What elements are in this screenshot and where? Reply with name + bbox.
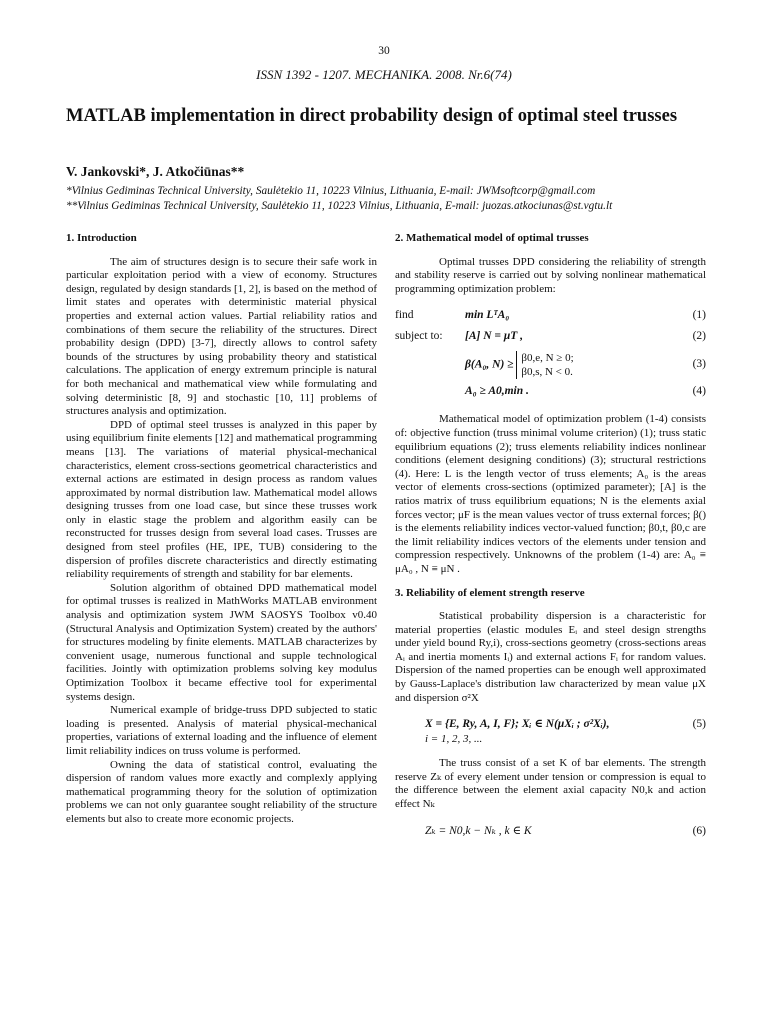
equation-expression: [A] N = μT , (465, 330, 523, 343)
paragraph: The aim of structures design is to secure their safe work in particular exploitation period with a view of economy. Structures design, regulated by design standards [1, 2], is based on the method of limit states and operates with deterministic material physical properties and external action values. Partial reliability ratios and combinations of them secure the reliability of the structures. Direct probability design (DPD) [3-7], directly allows to control safety bounds of the structures by using probability theory and statistical calculations. The application of energy extremum principle is natural for both mechanical and mathematical view while formulating and solving deterministic [8, 9] and stochastic [10, 11] problems of structures analysis and optimization. (66, 255, 377, 418)
section-3-heading: 3. Reliability of element strength reserve (395, 586, 585, 599)
equation-5 (395, 715, 706, 747)
equation-4 (395, 382, 706, 403)
equation-expression: Zₖ = N0,k − Nₖ , k ∈ K (425, 824, 532, 837)
paper-title: MATLAB implementation in direct probability design of optimal steel trusses (66, 106, 678, 126)
affiliation-2: **Vilnius Gediminas Technical University, Saulėtekio 11, 10223 Vilnius, Lithuania, E-mail: juozas.atkociunas@st.vgtu.lt (66, 200, 613, 212)
paragraph: Mathematical model of optimization problem (1-4) consists of: objective function (truss minimal volume criterion) (1); truss static equilibrium equations (2); truss elements reliability indices nonlinear conditions (element designing conditions) (3); structural restrictions (4). Here: L is the length vector of truss elements; A₀ is the areas vector of elements cross-sections (optimized parameter); [A] is the ratios matrix of truss equilibrium equations; N is the elements axial forces vector; μF is the mean values vector of truss external forces; β() is the elements reliability indices vector-valued function; β0,t, β0,c are the limit reliability indices vectors of the elements under tension and compression respectively. Unknowns of the problem (1-4) are: A₀ ≡ μA₀ , N ≡ μN . (395, 413, 706, 575)
equation-case: β0,s, N < 0. (521, 366, 573, 379)
equation-2 (395, 327, 706, 348)
paragraph: The truss consist of a set K of bar elements. The strength reserve Zₖ of every element under tension or compression is equal to the difference between the element axial capacity N0,k and action effect Nₖ (395, 757, 706, 811)
affiliation-1: *Vilnius Gediminas Technical University, Saulėtekio 11, 10223 Vilnius, Lithuania, E-mail: JWMsoftcorp@gmail.com (66, 185, 596, 197)
equation-cases (516, 351, 573, 379)
equation-number: (4) (692, 385, 706, 398)
equation-number: (6) (692, 824, 706, 837)
paragraph: Statistical probability dispersion is a characteristic for material properties (elastic modules Eᵢ and steel design strengths under yield bound Ry,i), cross-sections geometry (cross-sections areas Aᵢ and inertia moments Iᵢ) and external actions Fᵢ for random values. Dispersion of the named properties can be enough well approximated by Gauss-Laplace's distribution law characterized by mean value μX and dispersion σ²X (395, 610, 706, 704)
equation-number: (5) (692, 718, 706, 731)
equation-number: (2) (692, 330, 706, 343)
page-number: 30 (378, 45, 390, 57)
equation-number: (1) (692, 309, 706, 322)
equation-expression: X = {E, Ry, A, I, F}; Xᵢ ∈ N(μXᵢ ; σ²Xᵢ), (425, 718, 610, 731)
equation-expression: A₀ ≥ A0,min . (465, 385, 529, 398)
paragraph: DPD of optimal steel trusses is analyzed in this paper by using equilibrium finite elements [12] and mathematical programming means [13]. The variations of material physical-mechanical characteristics, element cross-sections geometrical characteristics and external actions are estimated in design process as random values approximated by normal distribution law. Mathematical model allows designing trusses from one load case, but since these trusses work only in elastic stage the problem and algorithm easily can be reconstructed for trusses design from several load cases. Trusses are designed from steel profiles (HE, IPE, TUB) considering to the dispersion of profiles discrete characteristics and directly estimating reliability requirements of strength and stability for bar elements. (66, 418, 377, 581)
equation-label: find (395, 309, 414, 322)
right-column (395, 232, 706, 843)
equation-3 (395, 348, 706, 382)
section-1-heading: 1. Introduction (66, 232, 137, 244)
paragraph: Numerical example of bridge-truss DPD subjected to static loading is presented. Analysis of material physical-mechanical properties, variations of external loading and the influence of element limit reliability indices on truss volume is performed. (66, 704, 377, 757)
equation-6 (395, 822, 706, 843)
equation-index-range: i = 1, 2, 3, ... (425, 733, 483, 746)
equation-1 (395, 306, 706, 327)
equation-number: (3) (692, 358, 706, 371)
equation-lhs: β(A₀, N) ≥ (465, 359, 514, 372)
paragraph: Solution algorithm of obtained DPD mathematical model for optimal trusses is realized in MathWorks MATLAB environment analysis and optimization system JWM SAOSYS Toolbox v0.40 (Structural Analysis and Optimization System) created by the authors' for structures modeling by finite elements. MATLAB characterizes by convenient usage, numerous functional and supple technological facilities. Jointly with optimization problems solving key modulus Optimization Toolbox it became effective tool for experimental systems design. (66, 581, 377, 703)
equation-case: β0,e, N ≥ 0; (521, 352, 574, 365)
equation-label: subject to: (395, 330, 443, 343)
equation-expression: min LᵀA₀ (465, 309, 510, 322)
paragraph: Owning the data of statistical control, evaluating the dispersion of random values more exactly and complexly applying mathematical programming theory for the solution of optimization problems we can not only guarantee sought reliability of the structure elements but also to create more economic projects. (66, 758, 377, 825)
left-column (66, 232, 377, 827)
section-2-heading: 2. Mathematical model of optimal trusses (395, 232, 589, 244)
paragraph: Optimal trusses DPD considering the reliability of strength and stability reserve is carried out by solving nonlinear mathematical programming optimization problem: (395, 255, 706, 295)
authors: V. Jankovski*, J. Atkočiūnas** (66, 164, 245, 179)
journal-header: ISSN 1392 - 1207. MECHANIKA. 2008. Nr.6(74) (256, 67, 512, 82)
